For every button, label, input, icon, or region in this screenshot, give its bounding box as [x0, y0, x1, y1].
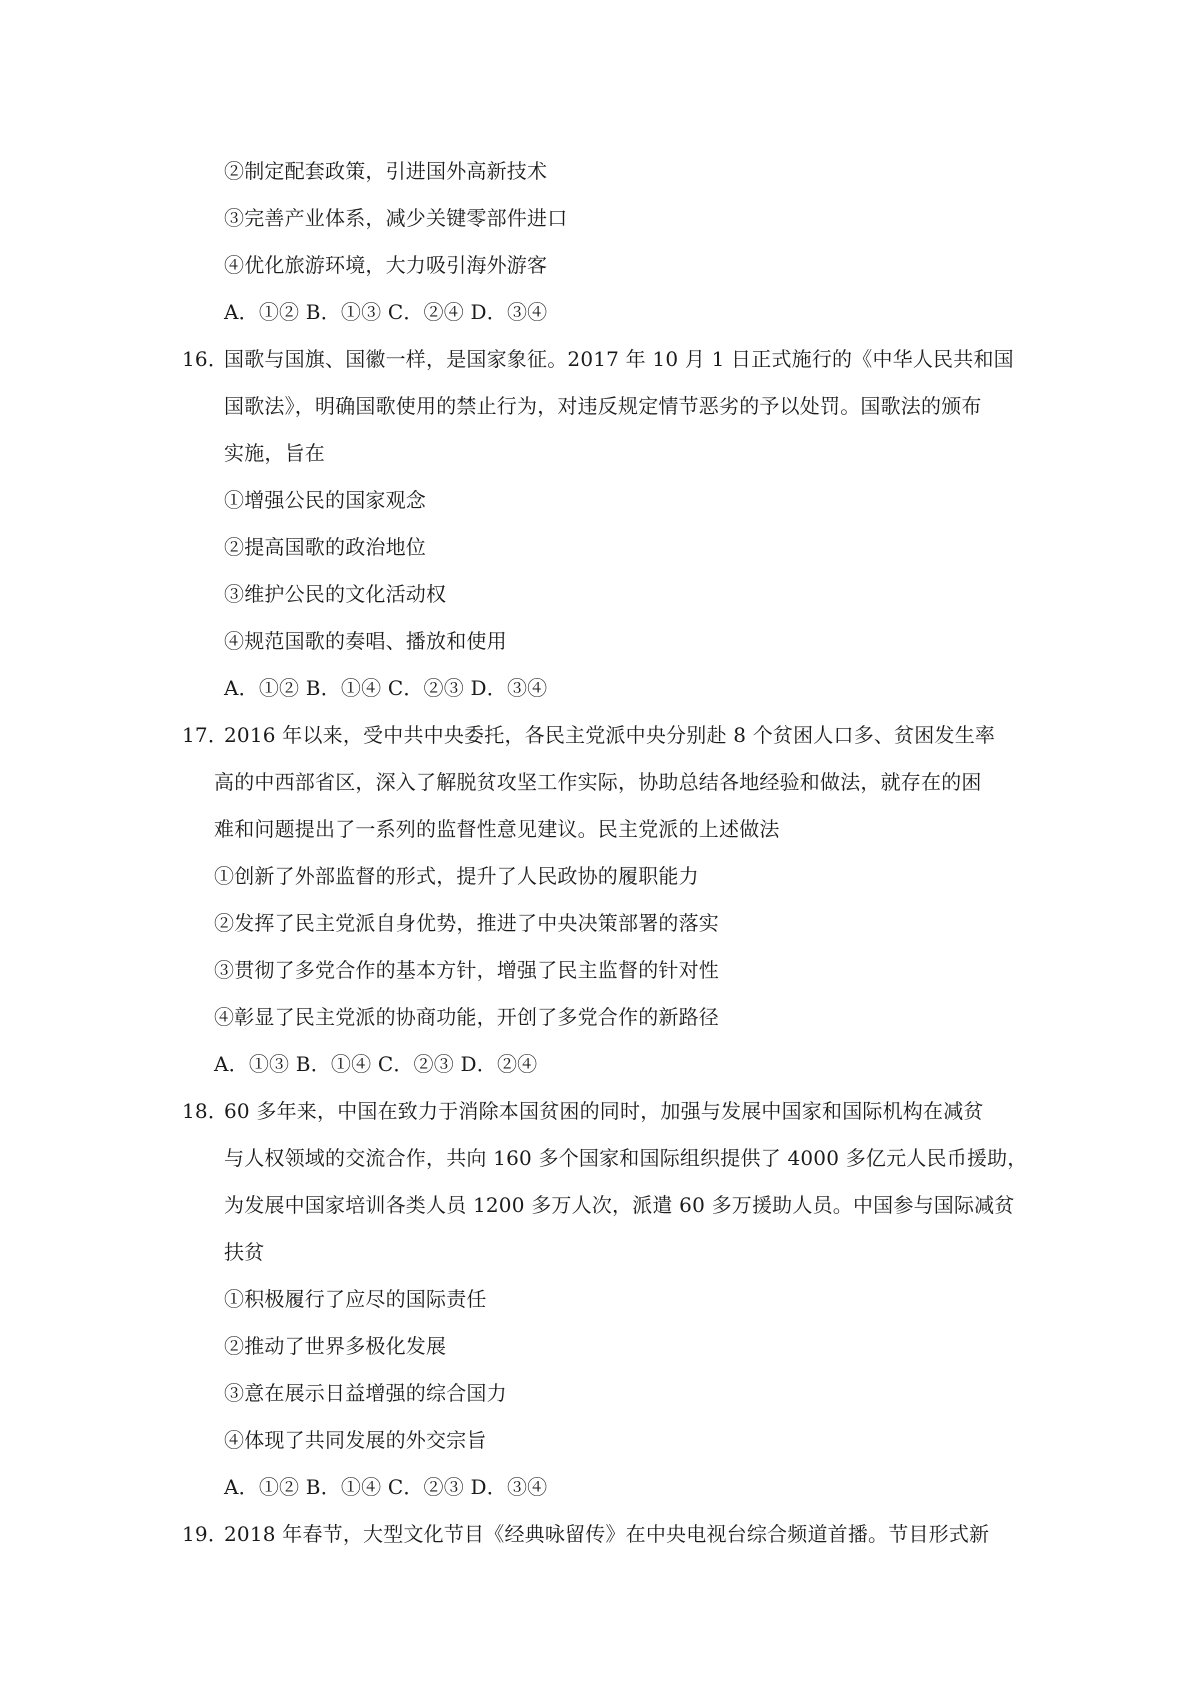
q16-option-1: ①增强公民的国家观念: [224, 488, 426, 512]
q17-stem-line-2: 高的中西部省区，深入了解脱贫攻坚工作实际，协助总结各地经验和做法，就存在的困: [214, 770, 982, 794]
q17-option-4: ④彰显了民主党派的协商功能，开创了多党合作的新路径: [214, 1005, 719, 1029]
q16-option-3: ③维护公民的文化活动权: [224, 582, 447, 606]
q18-stem-line-2: 与人权领域的交流合作，共向 160 多个国家和国际组织提供了 4000 多亿元人民币援助，: [224, 1146, 1028, 1170]
q17-number: 17．: [182, 723, 229, 747]
q17-option-1: ①创新了外部监督的形式，提升了人民政协的履职能力: [214, 864, 699, 888]
q16-answers: A．①② B．①④ C．②③ D．③④: [224, 676, 548, 700]
q18-number: 18．: [182, 1099, 229, 1123]
q18-stem-line-1: [182, 1099, 984, 1123]
q18-option-4: ④体现了共同发展的外交宗旨: [224, 1428, 487, 1452]
q17-option-3: ③贯彻了多党合作的基本方针，增强了民主监督的针对性: [214, 958, 719, 982]
q15-option-4: ④优化旅游环境，大力吸引海外游客: [224, 253, 548, 277]
q18-answers: A．①② B．①④ C．②③ D．③④: [224, 1475, 548, 1499]
q16-stem-line-1: [182, 347, 1014, 371]
q18-option-3: ③意在展示日益增强的综合国力: [224, 1381, 507, 1405]
q19-number: 19．: [182, 1522, 229, 1546]
q16-number: 16．: [182, 347, 229, 371]
q16-stem-line-3: 实施，旨在: [224, 441, 325, 465]
q18-stem-line-3: 为发展中国家培训各类人员 1200 多万人次，派遣 60 多万援助人员。中国参与国际减贫: [224, 1193, 1015, 1217]
q16-stem-line-2: 国歌法》，明确国歌使用的禁止行为，对违反规定情节恶劣的予以处罚。国歌法的颁布: [224, 394, 982, 418]
q15-option-2: ②制定配套政策，引进国外高新技术: [224, 159, 548, 183]
q17-option-2: ②发挥了民主党派自身优势，推进了中央决策部署的落实: [214, 911, 719, 935]
q17-stem-line-3: 难和问题提出了一系列的监督性意见建议。民主党派的上述做法: [214, 817, 780, 841]
q18-option-1: ①积极履行了应尽的国际责任: [224, 1287, 487, 1311]
q18-stem-text-1: 60 多年来，中国在致力于消除本国贫困的同时，加强与发展中国家和国际机构在减贫: [224, 1099, 984, 1123]
q15-option-3: ③完善产业体系，减少关键零部件进口: [224, 206, 568, 230]
q16-stem-text-1: 国歌与国旗、国徽一样，是国家象征。2017 年 10 月 1 日正式施行的《中华人民共和国: [224, 347, 1014, 371]
q16-option-2: ②提高国歌的政治地位: [224, 535, 426, 559]
q17-answers: A．①③ B．①④ C．②③ D．②④: [214, 1052, 538, 1076]
q17-stem-line-1: [182, 723, 995, 747]
q19-stem-line-1: [182, 1522, 989, 1546]
q19-stem-text-1: 2018 年春节，大型文化节目《经典咏留传》在中央电视台综合频道首播。节目形式新: [224, 1522, 990, 1546]
q16-option-4: ④规范国歌的奏唱、播放和使用: [224, 629, 507, 653]
q17-stem-text-1: 2016 年以来，受中共中央委托，各民主党派中央分别赴 8 个贫困人口多、贫困发生率: [224, 723, 996, 747]
q18-stem-line-4: 扶贫: [224, 1240, 265, 1264]
q18-option-2: ②推动了世界多极化发展: [224, 1334, 447, 1358]
q15-answers: A．①② B．①③ C．②④ D．③④: [224, 300, 548, 324]
